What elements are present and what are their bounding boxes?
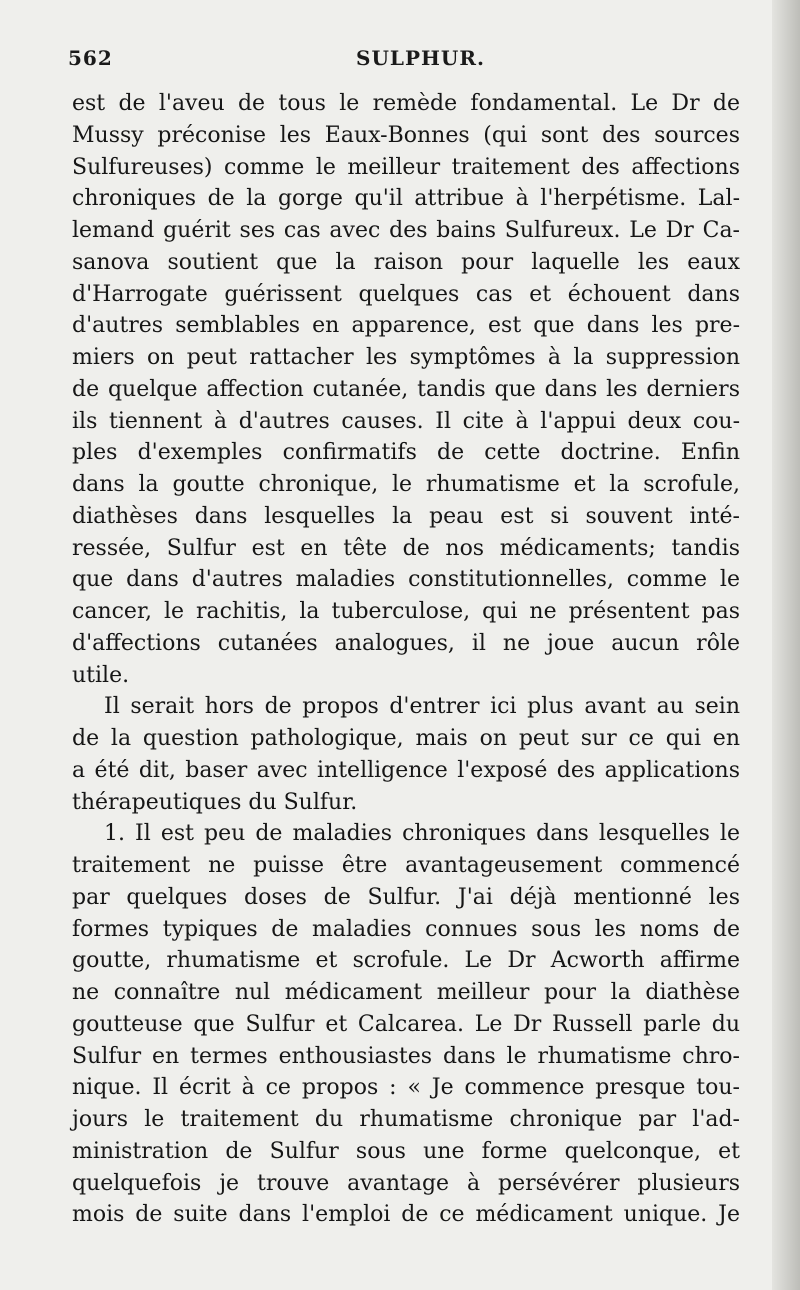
text-line: nique. Il écrit à ce propos : « Je commence presque tou- xyxy=(72,1075,740,1101)
text-line: utile. xyxy=(72,662,130,688)
text-line: Il serait hors de propos d'entrer ici plus avant au sein xyxy=(104,694,740,720)
text-line: goutte, rhumatisme et scrofule. Le Dr Acworth affirme xyxy=(72,948,740,974)
text-line: d'affections cutanées analogues, il ne joue aucun rôle xyxy=(72,630,740,656)
running-head: SULPHUR. xyxy=(356,46,485,70)
text-line: que dans d'autres maladies constitutionnelles, comme le xyxy=(72,567,740,593)
text-line: de quelque affection cutanée, tandis que dans les derniers xyxy=(72,376,740,402)
text-line: ples d'exemples confirmatifs de cette doctrine. Enfin xyxy=(72,440,740,466)
text-line: de la question pathologique, mais on peut sur ce qui en xyxy=(72,726,740,751)
text-line: ils tiennent à d'autres causes. Il cite à l'appui deux cou- xyxy=(72,408,740,434)
body-text xyxy=(72,88,740,1231)
page-header xyxy=(68,46,738,76)
text-line: sanova soutient que la raison pour laquelle les eaux xyxy=(72,249,740,275)
text-line: est de l'aveu de tous le remède fondamental. Le Dr de xyxy=(72,91,740,116)
page-number: 562 xyxy=(68,46,113,70)
text-line: d'autres semblables en apparence, est que dans les pre- xyxy=(72,313,740,339)
text-line: miers on peut rattacher les symptômes à la suppression xyxy=(72,345,740,370)
text-line: quelquefois je trouve avantage à persévérer plusieurs xyxy=(72,1170,740,1196)
text-line: d'Harrogate guérissent quelques cas et échouent dans xyxy=(72,281,740,307)
text-line: dans la goutte chronique, le rhumatisme et la scrofule, xyxy=(72,472,740,497)
text-line: par quelques doses de Sulfur. J'ai déjà mentionné les xyxy=(72,884,740,910)
text-line: lemand guérit ses cas avec des bains Sulfureux. Le Dr Ca- xyxy=(72,218,740,243)
text-line: jours le traitement du rhumatisme chronique par l'ad- xyxy=(72,1107,740,1132)
text-line: Mussy préconise les Eaux-Bonnes (qui sont des sources xyxy=(72,122,740,148)
text-line: a été dit, baser avec intelligence l'exposé des applications xyxy=(72,757,740,783)
text-line: goutteuse que Sulfur et Calcarea. Le Dr Russell parle du xyxy=(72,1011,740,1037)
text-line: 1. Il est peu de maladies chroniques dans lesquelles le xyxy=(104,821,740,847)
text-line: ministration de Sulfur sous une forme quelconque, et xyxy=(72,1138,740,1164)
text-line: diathèses dans lesquelles la peau est si souvent inté- xyxy=(72,503,740,529)
text-line: formes typiques de maladies connues sous les noms de xyxy=(72,916,740,942)
text-line: thérapeutiques du Sulfur. xyxy=(72,789,358,815)
text-line: traitement ne puisse être avantageusement commencé xyxy=(72,853,740,878)
text-line: ne connaître nul médicament meilleur pour la diathèse xyxy=(72,980,740,1005)
text-line: cancer, le rachitis, la tuberculose, qui ne présentent pas xyxy=(72,599,740,624)
text-line: Sulfureuses) comme le meilleur traitement des affections xyxy=(72,154,740,180)
text-line: Sulfur en termes enthousiastes dans le rhumatisme chro- xyxy=(72,1043,740,1069)
text-line: mois de suite dans l'emploi de ce médicament unique. Je xyxy=(72,1202,740,1228)
text-line: chroniques de la gorge qu'il attribue à l'herpétisme. Lal- xyxy=(72,186,740,212)
text-line: ressée, Sulfur est en tête de nos médicaments; tandis xyxy=(72,535,740,561)
